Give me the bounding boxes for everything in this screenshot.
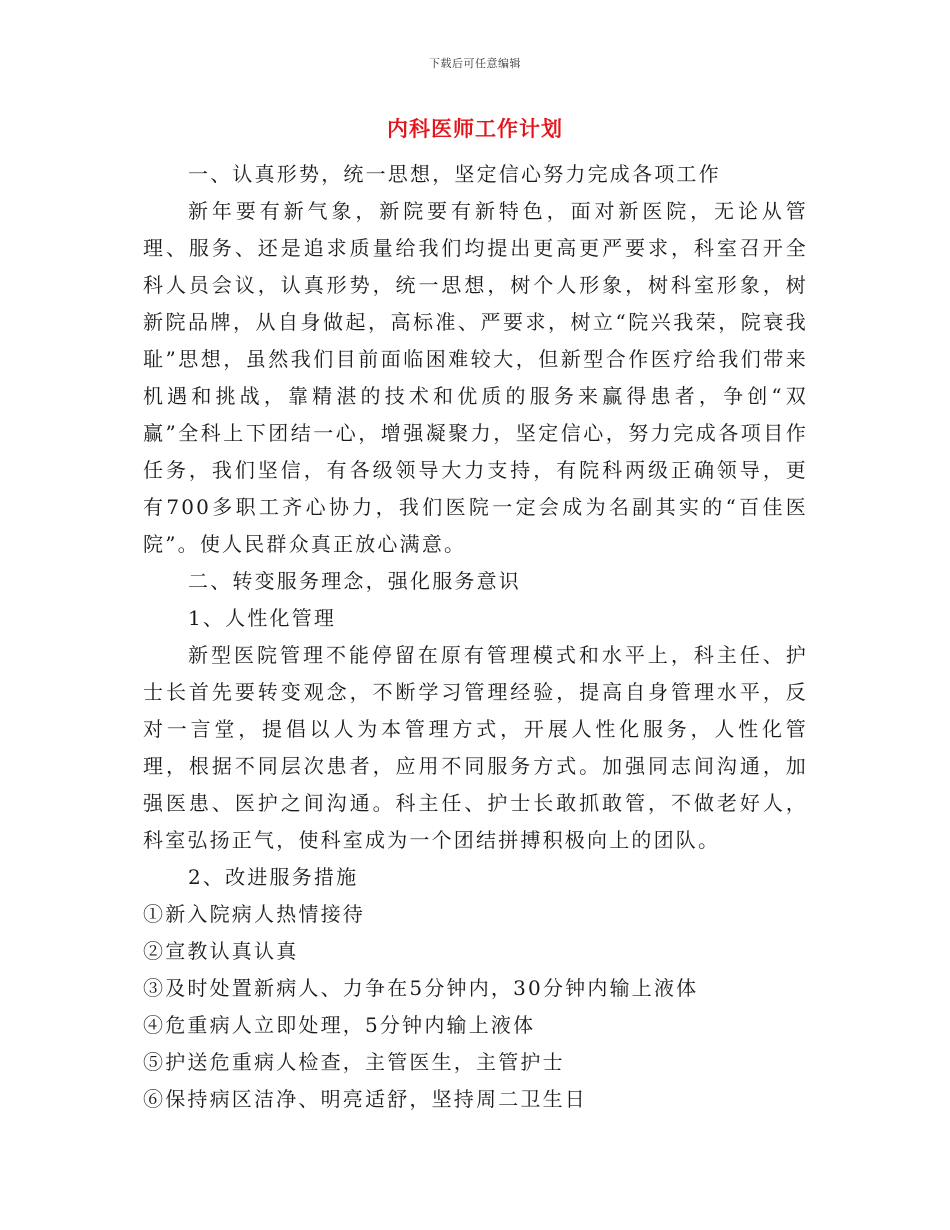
section-heading-2: 二、转变服务理念，强化服务意识 [188,569,521,593]
list-item: ③及时处置新病人、力争在5分钟内，30分钟内输上液体 [143,976,699,1000]
list-item: ②宣教认真认真 [143,939,299,963]
subsection-heading-2: 2、改进服务措施 [188,865,359,889]
header-note: 下载后可任意编辑 [429,57,521,70]
list-item: ⑥保持病区洁净、明亮适舒，坚持周二卫生日 [143,1087,587,1111]
subsection-heading-1: 1、人性化管理 [188,606,337,630]
list-item: ①新入院病人热情接待 [143,902,365,926]
paragraph-2: 新型医院管理不能停留在原有管理模式和水平上，科主任、护士长首先要转变观念，不断学习管理经验，提高自身管理水平，反对一言堂，提倡以人为本管理方式，开展人性化服务，人性化管理，根据不同层次患者，应用不同服务方式。加强同志间沟通，加强医患、医护之间沟通。科主任、护士长敢抓敢管，不做老好人，科室弘扬正气，使科室成为一个团结拼搏积极向上的团队。 [143,643,808,852]
list-item: ④危重病人立即处理，5分钟内输上液体 [143,1013,536,1037]
section-heading-1: 一、认真形势，统一思想，坚定信心努力完成各项工作 [188,162,721,186]
document-title: 内科医师工作计划 [387,116,563,141]
list-item: ⑤护送危重病人检查，主管医生，主管护士 [143,1050,565,1074]
document-body [143,156,808,1118]
paragraph-1: 新年要有新气象，新院要有新特色，面对新医院，无论从管理、服务、还是追求质量给我们均提出更高更严要求，科室召开全科人员会议，认真形势，统一思想，树个人形象，树科室形象，树新院品牌，从自身做起，高标准、严要求，树立“院兴我荣，院衰我耻”思想，虽然我们目前面临困难较大，但新型合作医疗给我们带来机遇和挑战，靠精湛的技术和优质的服务来赢得患者，争创“双赢”全科上下团结一心，增强凝聚力，坚定信心，努力完成各项目作任务，我们坚信，有各级领导大力支持，有院科两级正确领导，更有700多职工齐心协力，我们医院一定会成为名副其实的“百佳医院”。使人民群众真正放心满意。 [143,199,808,556]
